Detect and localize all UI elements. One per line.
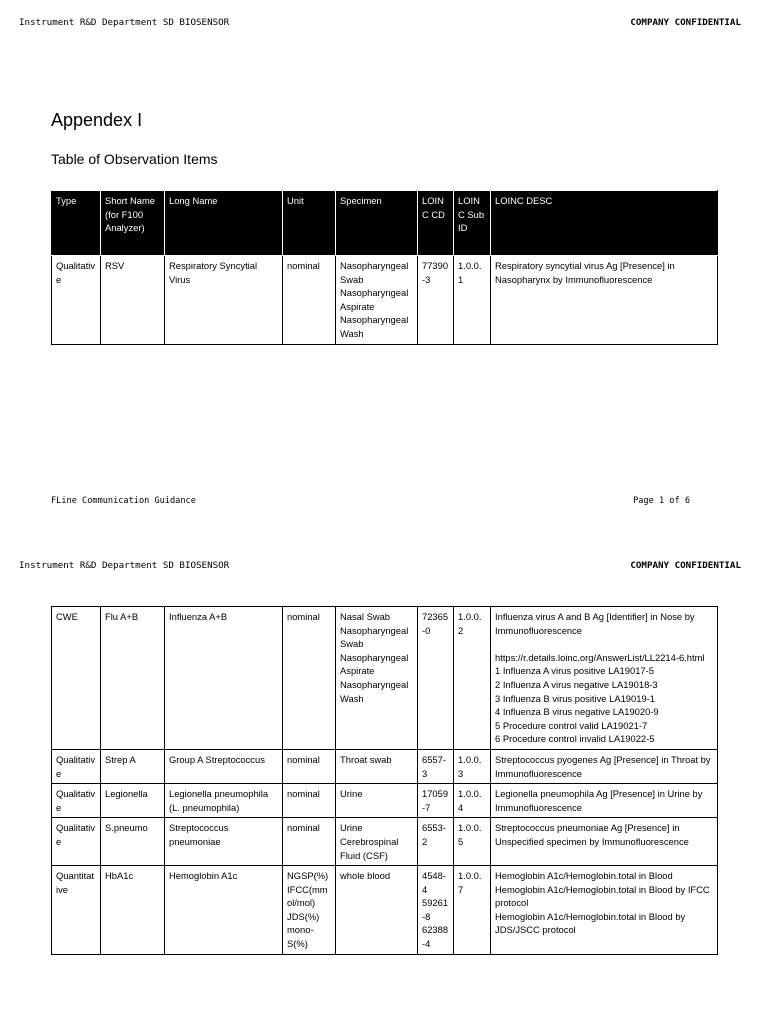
column-header-long-name: Long Name — [165, 191, 283, 256]
observation-table-part2 — [51, 606, 718, 955]
table-row — [52, 749, 718, 783]
cell-line: 6 Procedure control invalid LA19022-5 — [495, 733, 655, 745]
cell-line: Throat swab — [340, 753, 392, 765]
cell-loinc-desc — [491, 784, 718, 818]
cell-short-name: S.pneumo — [101, 818, 165, 866]
cell-specimen — [336, 749, 418, 783]
column-header-loinc-cd: LOINC CD — [418, 191, 454, 256]
cell-line: 1 Influenza A virus positive LA19017-5 — [495, 665, 654, 677]
cell-loinc-cd: 17059-7 — [418, 784, 454, 818]
cell-loinc-sub-id: 1.0.0.1 — [454, 256, 491, 345]
cell-loinc-desc — [491, 818, 718, 866]
cell-line: Respiratory syncytial virus Ag [Presence] in Nasopharynx by Immunofluorescence — [495, 260, 675, 285]
cell-short-name: RSV — [101, 256, 165, 345]
cell-type: Quantitative — [52, 866, 101, 955]
column-header-short-name: Short Name (for F100 Analyzer) — [101, 191, 165, 256]
cell-loinc-desc — [491, 607, 718, 750]
cell-type: Qualitative — [52, 818, 101, 866]
cell-line: Streptococcus pyogenes Ag [Presence] in Throat by Immunofluorescence — [495, 753, 711, 779]
cell-type: Qualitative — [52, 784, 101, 818]
header-department-2: Instrument R&D Department SD BIOSENSOR — [19, 560, 230, 571]
cell-line: Legionella pneumophila Ag [Presence] in Urine by Immunofluorescence — [495, 788, 703, 813]
cell-long-name: Hemoglobin A1c — [165, 866, 283, 955]
table-row — [52, 818, 718, 866]
cell-line: Hemoglobin A1c/Hemoglobin.total in Blood by IFCC protocol — [495, 883, 710, 909]
cell-line: Nasopharyngeal Aspirate — [340, 287, 409, 312]
cell-specimen — [336, 256, 418, 345]
table-row — [52, 866, 718, 955]
cell-loinc-cd: 6553-2 — [418, 818, 454, 866]
cell-type: CWE — [52, 607, 101, 750]
cell-specimen — [336, 866, 418, 955]
cell-unit: NGSP(%) IFCC(mmol/mol) JDS(%) mono-S(%) — [283, 866, 336, 955]
cell-loinc-desc — [491, 256, 718, 345]
cell-line: Hemoglobin A1c/Hemoglobin.total in Blood by JDS/JSCC protocol — [495, 910, 686, 936]
cell-loinc-cd: 72365-0 — [418, 607, 454, 750]
cell-unit: nominal — [283, 784, 336, 818]
cell-long-name: Respiratory Syncytial Virus — [165, 256, 283, 345]
cell-line: 2 Influenza A virus negative LA19018-3 — [495, 678, 658, 690]
cell-specimen — [336, 818, 418, 866]
cell-type: Qualitative — [52, 749, 101, 783]
cell-loinc-sub-id: 1.0.0.5 — [454, 818, 491, 866]
page-header-2 — [19, 560, 741, 571]
column-header-type: Type — [52, 191, 101, 256]
table-row — [52, 256, 718, 345]
cell-unit: nominal — [283, 749, 336, 783]
cell-loinc-sub-id: 1.0.0.7 — [454, 866, 491, 955]
cell-specimen — [336, 607, 418, 750]
cell-line: 4 Influenza B virus negative LA19020-9 — [495, 706, 659, 718]
cell-type: Qualitative — [52, 256, 101, 345]
cell-line: Nasal Swab — [340, 611, 391, 622]
cell-loinc-cd: 6557-3 — [418, 749, 454, 783]
table-row — [52, 607, 718, 750]
cell-line: Influenza virus A and B Ag [Identifier] in Nose by Immunofluorescence — [495, 611, 695, 636]
cell-line: Nasopharyngeal Wash — [340, 678, 409, 704]
cell-unit: nominal — [283, 818, 336, 866]
table-header-row — [52, 191, 718, 256]
cell-long-name: Legionella pneumophila (L. pneumophila) — [165, 784, 283, 818]
observation-table-part1 — [51, 190, 718, 345]
column-header-unit: Unit — [283, 191, 336, 256]
table-caption: Table of Observation Items — [51, 151, 218, 167]
cell-line: Streptococcus pneumoniae Ag [Presence] in Unspecified specimen by Immunofluorescence — [495, 822, 689, 847]
cell-unit: nominal — [283, 607, 336, 750]
column-header-loinc-desc: LOINC DESC — [491, 191, 718, 256]
page-title: Appendex I — [51, 110, 143, 130]
cell-long-name: Streptococcus pneumoniae — [165, 818, 283, 866]
footer-page-number: Page 1 of 6 — [633, 496, 690, 506]
cell-loinc-desc — [491, 866, 718, 955]
column-header-specimen: Specimen — [336, 191, 418, 256]
cell-line: Urine — [340, 788, 363, 800]
cell-loinc-cd: 4548-4 59261-8 62388-4 — [418, 866, 454, 955]
cell-specimen — [336, 784, 418, 818]
cell-line: whole blood — [340, 870, 391, 882]
header-confidential-2: COMPANY CONFIDENTIAL — [630, 560, 741, 571]
cell-long-name: Influenza A+B — [165, 607, 283, 750]
page-header — [19, 17, 741, 28]
table-row — [52, 784, 718, 818]
cell-line: Hemoglobin A1c/Hemoglobin.total in Blood — [495, 870, 673, 882]
cell-line: 3 Influenza B virus positive LA19019-1 — [495, 692, 655, 704]
page-footer — [51, 496, 690, 506]
cell-short-name: Strep A — [101, 749, 165, 783]
cell-short-name: Flu A+B — [101, 607, 165, 750]
header-confidential: COMPANY CONFIDENTIAL — [630, 17, 741, 28]
footer-doc-name: FLine Communication Guidance — [51, 496, 196, 506]
cell-loinc-sub-id: 1.0.0.2 — [454, 607, 491, 750]
cell-line: https://r.details.loinc.org/AnswerList/LL2214-6.html — [495, 651, 705, 663]
cell-short-name: Legionella — [101, 784, 165, 818]
cell-line: Urine — [340, 822, 363, 834]
cell-short-name: HbA1c — [101, 866, 165, 955]
cell-unit: nominal — [283, 256, 336, 345]
cell-line: Nasopharyngeal Aspirate — [340, 651, 409, 677]
column-header-loinc-sub-id: LOINC Sub ID — [454, 191, 491, 256]
cell-loinc-desc — [491, 749, 718, 783]
header-department: Instrument R&D Department SD BIOSENSOR — [19, 17, 230, 28]
cell-line: Cerebrospinal Fluid (CSF) — [340, 835, 399, 861]
cell-line: Nasopharyngeal Wash — [340, 314, 409, 339]
cell-long-name: Group A Streptococcus — [165, 749, 283, 783]
cell-line: Nasopharyngeal Swab — [340, 624, 409, 650]
cell-loinc-cd: 77390-3 — [418, 256, 454, 345]
cell-line — [495, 637, 713, 651]
cell-loinc-sub-id: 1.0.0.4 — [454, 784, 491, 818]
cell-line: Nasopharyngeal Swab — [340, 260, 409, 285]
cell-loinc-sub-id: 1.0.0.3 — [454, 749, 491, 783]
cell-line: 5 Procedure control valid LA19021-7 — [495, 719, 648, 731]
